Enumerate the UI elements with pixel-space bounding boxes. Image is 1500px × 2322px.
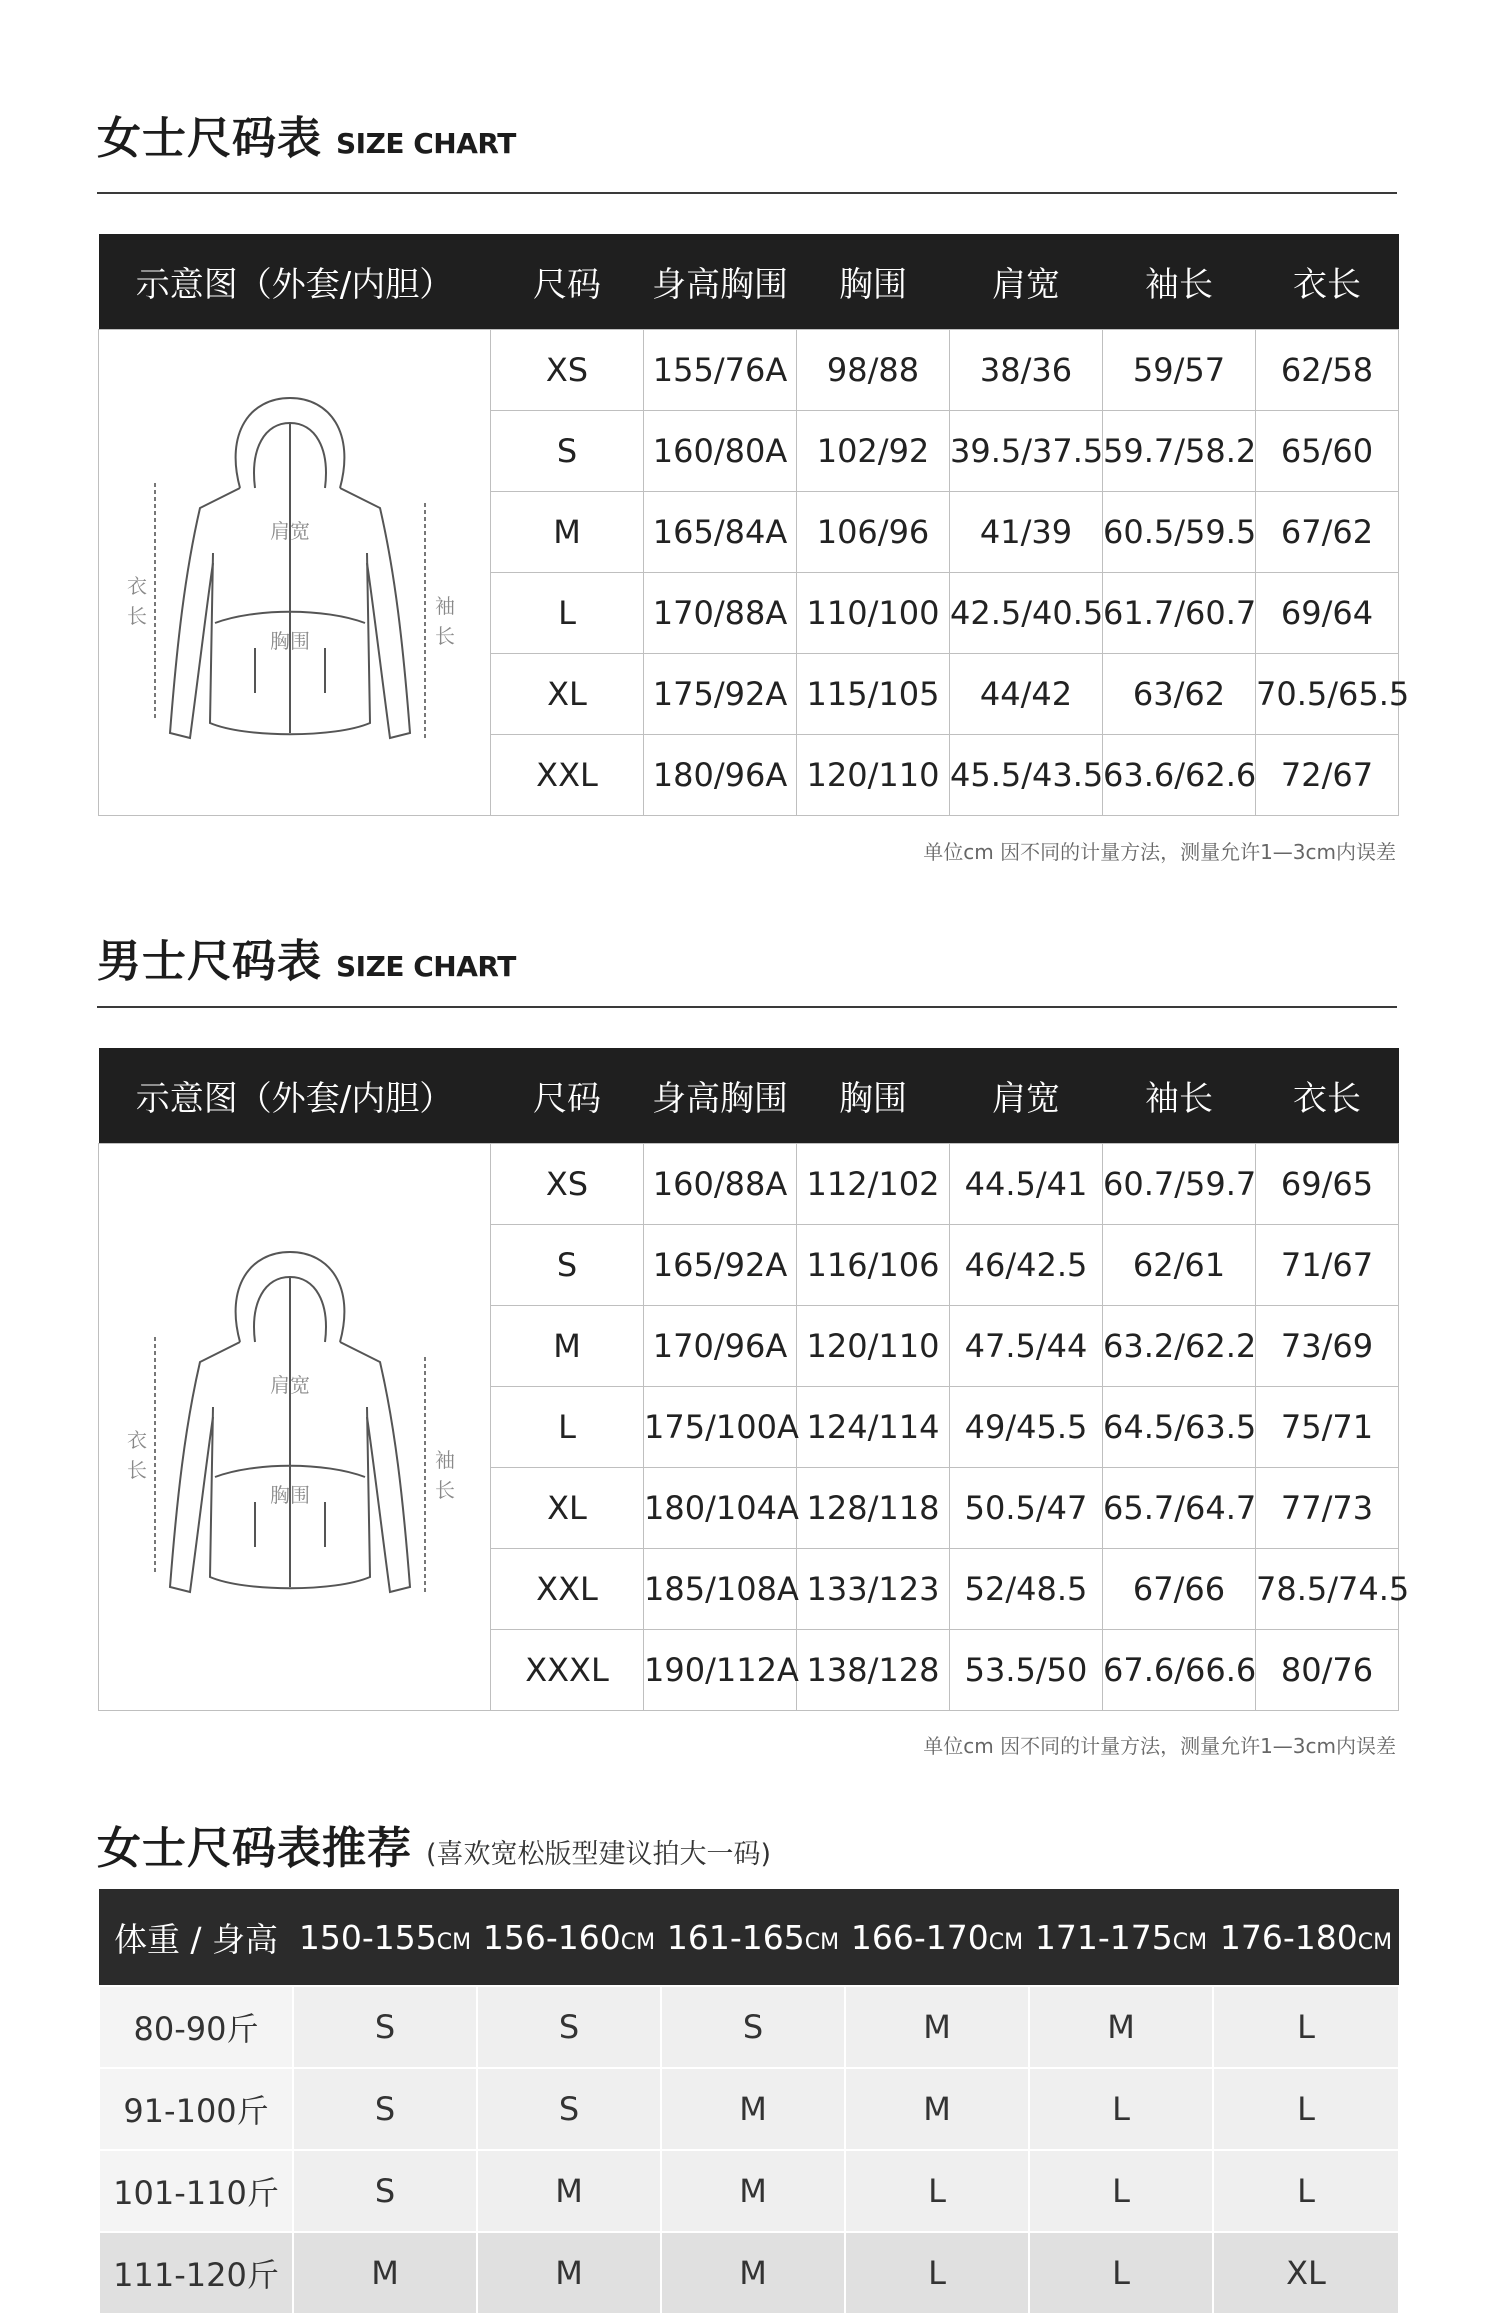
recommend-table-row [99,1986,1399,2068]
men-table-cell: 185/108A [644,1549,797,1630]
recommend-size-cell: M [661,2150,845,2232]
men-size-table [98,1048,1410,1711]
men-header-cell: 身高胸围 [644,1048,797,1144]
recommend-weight-cell: 101-110斤 [99,2150,293,2232]
men-table-header [99,1048,1399,1144]
recommend-table-row [99,2150,1399,2232]
recommend-size-cell: S [293,2150,477,2232]
women-table-cell: 160/80A [644,411,797,492]
women-recommend-title-text: 女士尺码表推荐 [97,1823,412,1874]
men-table-cell: XXXL [491,1630,644,1711]
men-table-cell: 50.5/47 [950,1468,1103,1549]
women-table-row [99,330,1399,411]
men-header-cell: 示意图（外套/内胆） [99,1048,491,1144]
men-table-cell: 180/104A [644,1468,797,1549]
women-table-cell: 102/92 [797,411,950,492]
men-table-cell: 170/96A [644,1306,797,1387]
men-diagram-cell [99,1144,491,1711]
men-table-cell: 60.7/59.7 [1103,1144,1256,1225]
recommend-weight-cell: 111-120斤 [99,2232,293,2314]
recommend-table-row [99,2232,1399,2314]
women-table-cell: M [491,492,644,573]
women-table-cell: 67/62 [1256,492,1399,573]
recommend-size-cell: L [1029,2150,1213,2232]
recommend-size-cell: M [1029,1986,1213,2068]
men-shoulder-label: 肩宽 [269,1373,310,1397]
recommend-size-cell: S [661,1986,845,2068]
men-table-cell: 75/71 [1256,1387,1399,1468]
recommend-size-cell: M [845,2068,1029,2150]
women-sleeve-label-1: 袖 [434,593,455,618]
women-left-sleeve [170,488,240,738]
men-table-cell: 65.7/64.7 [1103,1468,1256,1549]
recommend-size-cell: M [661,2232,845,2314]
men-table-cell: 67/66 [1103,1549,1256,1630]
recommend-size-cell: L [845,2150,1029,2232]
men-table-cell: 80/76 [1256,1630,1399,1711]
men-chart-title-en: SIZE CHART [336,950,516,983]
men-table-cell: 77/73 [1256,1468,1399,1549]
men-table-cell: S [491,1225,644,1306]
men-table-cell: XS [491,1144,644,1225]
women-table-cell: 60.5/59.5 [1103,492,1256,573]
women-header-cell: 袖长 [1103,234,1256,330]
men-table-cell: 190/112A [644,1630,797,1711]
men-header-cell: 尺码 [491,1048,644,1144]
men-table-cell: 128/118 [797,1468,950,1549]
women-sleeve-label-2: 长 [434,623,455,648]
women-header-cell: 身高胸围 [644,234,797,330]
women-header-cell: 肩宽 [950,234,1103,330]
recommend-size-cell: L [1213,1986,1399,2068]
women-table-cell: XS [491,330,644,411]
women-chest-label: 胸围 [269,628,310,653]
women-diagram-cell [99,330,491,816]
men-table-cell: 64.5/63.5 [1103,1387,1256,1468]
women-table-cell: 44/42 [950,654,1103,735]
women-table-cell: 180/96A [644,735,797,816]
recommend-size-cell: S [477,2068,661,2150]
recommend-weight-cell: 91-100斤 [99,2068,293,2150]
women-table-cell: 59.7/58.2 [1103,411,1256,492]
women-recommend-table [98,1889,1400,2315]
women-table-cell: 69/64 [1256,573,1399,654]
women-table-cell: XXL [491,735,644,816]
women-recommend-subtitle: (喜欢宽松版型建议拍大一码) [426,1839,772,1870]
recommend-size-cell: M [661,2068,845,2150]
men-table-cell: 165/92A [644,1225,797,1306]
men-table-cell: XL [491,1468,644,1549]
recommend-size-cell: L [1029,2068,1213,2150]
men-table-cell: 67.6/66.6 [1103,1630,1256,1711]
men-table-row [99,1144,1399,1225]
women-table-cell: 63/62 [1103,654,1256,735]
women-header-cell: 示意图（外套/内胆） [99,234,491,330]
women-table-cell: 175/92A [644,654,797,735]
recommend-size-cell: S [293,1986,477,2068]
men-sleeve-label-1: 袖 [434,1448,455,1472]
men-table-cell: 175/100A [644,1387,797,1468]
women-table-cell: 170/88A [644,573,797,654]
recommend-size-cell: M [477,2150,661,2232]
recommend-size-cell: L [1213,2068,1399,2150]
men-header-cell: 肩宽 [950,1048,1103,1144]
women-table-cell: 106/96 [797,492,950,573]
women-table-cell: 39.5/37.5 [950,411,1103,492]
women-table-cell: 59/57 [1103,330,1256,411]
women-table-cell: L [491,573,644,654]
men-table-cell: 63.2/62.2 [1103,1306,1256,1387]
women-table-cell: 115/105 [797,654,950,735]
recommend-table-row [99,2068,1399,2150]
women-header-cell: 尺码 [491,234,644,330]
men-table-cell: 46/42.5 [950,1225,1103,1306]
recommend-size-cell: L [1213,2150,1399,2232]
men-table-cell: XXL [491,1549,644,1630]
women-table-cell: 41/39 [950,492,1103,573]
men-table-cell: 160/88A [644,1144,797,1225]
men-chart-note: 单位cm 因不同的计量方法，测量允许1—3cm内误差 [923,1734,1396,1758]
men-header-cell: 胸围 [797,1048,950,1144]
men-table-cell: 112/102 [797,1144,950,1225]
men-table-cell: 49/45.5 [950,1387,1103,1468]
women-right-sleeve [340,488,410,738]
recommend-table-header [99,1889,1399,1986]
women-table-cell: 155/76A [644,330,797,411]
women-table-cell: 61.7/60.7 [1103,573,1256,654]
women-table-cell: 165/84A [644,492,797,573]
men-length-label-2: 长 [126,1458,147,1482]
women-table-cell: 70.5/65.5 [1256,654,1399,735]
recommend-size-cell: L [1029,2232,1213,2314]
recommend-size-cell: XL [1213,2232,1399,2314]
men-table-cell: 116/106 [797,1225,950,1306]
men-left-sleeve [170,1342,240,1592]
recommend-corner-header: 体重 / 身高 [99,1889,293,1986]
recommend-height-header: 171-175CM [1029,1889,1213,1986]
women-jacket-diagram-icon [115,373,475,773]
men-table-cell: 47.5/44 [950,1306,1103,1387]
men-table-cell: 69/65 [1256,1144,1399,1225]
women-recommend-title [97,1812,771,1876]
men-table-cell: 52/48.5 [950,1549,1103,1630]
men-chart-divider [97,1006,1397,1008]
men-header-cell: 衣长 [1256,1048,1399,1144]
men-length-label-1: 衣 [126,1428,147,1452]
recommend-height-header: 156-160CM [477,1889,661,1986]
men-header-cell: 袖长 [1103,1048,1256,1144]
women-table-cell: 62/58 [1256,330,1399,411]
women-header-cell: 胸围 [797,234,950,330]
women-table-cell: 72/67 [1256,735,1399,816]
women-table-cell: XL [491,654,644,735]
women-shoulder-label: 肩宽 [269,518,310,543]
men-table-cell: 124/114 [797,1387,950,1468]
women-table-cell: 42.5/40.5 [950,573,1103,654]
women-table-cell: 63.6/62.6 [1103,735,1256,816]
men-table-cell: 138/128 [797,1630,950,1711]
women-table-cell: 38/36 [950,330,1103,411]
recommend-size-cell: S [293,2068,477,2150]
men-table-cell: 73/69 [1256,1306,1399,1387]
recommend-size-cell: M [293,2232,477,2314]
men-chest-label: 胸围 [269,1483,310,1507]
men-table-cell: 78.5/74.5 [1256,1549,1399,1630]
women-table-cell: 120/110 [797,735,950,816]
recommend-weight-cell: 80-90斤 [99,1986,293,2068]
women-table-cell: 98/88 [797,330,950,411]
recommend-size-cell: M [477,2232,661,2314]
women-length-label-2: 长 [126,603,147,628]
men-table-cell: 120/110 [797,1306,950,1387]
women-length-label-1: 衣 [126,573,147,598]
recommend-height-header: 161-165CM [661,1889,845,1986]
men-chart-title-cn: 男士尺码表 [97,936,322,987]
men-table-cell: M [491,1306,644,1387]
men-table-cell: 62/61 [1103,1225,1256,1306]
women-chart-title [97,102,516,166]
women-chart-note: 单位cm 因不同的计量方法，测量允许1—3cm内误差 [923,840,1396,864]
men-table-cell: 53.5/50 [950,1630,1103,1711]
men-jacket-diagram-icon [115,1227,475,1627]
men-chart-title [97,925,516,989]
men-right-sleeve [340,1342,410,1592]
men-table-cell: 44.5/41 [950,1144,1103,1225]
women-table-cell: 45.5/43.5 [950,735,1103,816]
women-chart-title-cn: 女士尺码表 [97,113,322,164]
women-table-header [99,234,1399,330]
women-header-cell: 衣长 [1256,234,1399,330]
recommend-size-cell: M [845,1986,1029,2068]
recommend-size-cell: L [845,2232,1029,2314]
women-chart-title-en: SIZE CHART [336,127,516,160]
men-table-cell: 133/123 [797,1549,950,1630]
women-table-cell: 110/100 [797,573,950,654]
women-size-table [98,234,1410,816]
women-table-cell: S [491,411,644,492]
recommend-height-header: 176-180CM [1213,1889,1399,1986]
women-chart-divider [97,192,1397,194]
recommend-size-cell: S [477,1986,661,2068]
recommend-height-header: 150-155CM [293,1889,477,1986]
recommend-height-header: 166-170CM [845,1889,1029,1986]
men-sleeve-label-2: 长 [434,1478,455,1502]
men-table-cell: L [491,1387,644,1468]
men-table-cell: 71/67 [1256,1225,1399,1306]
women-table-cell: 65/60 [1256,411,1399,492]
